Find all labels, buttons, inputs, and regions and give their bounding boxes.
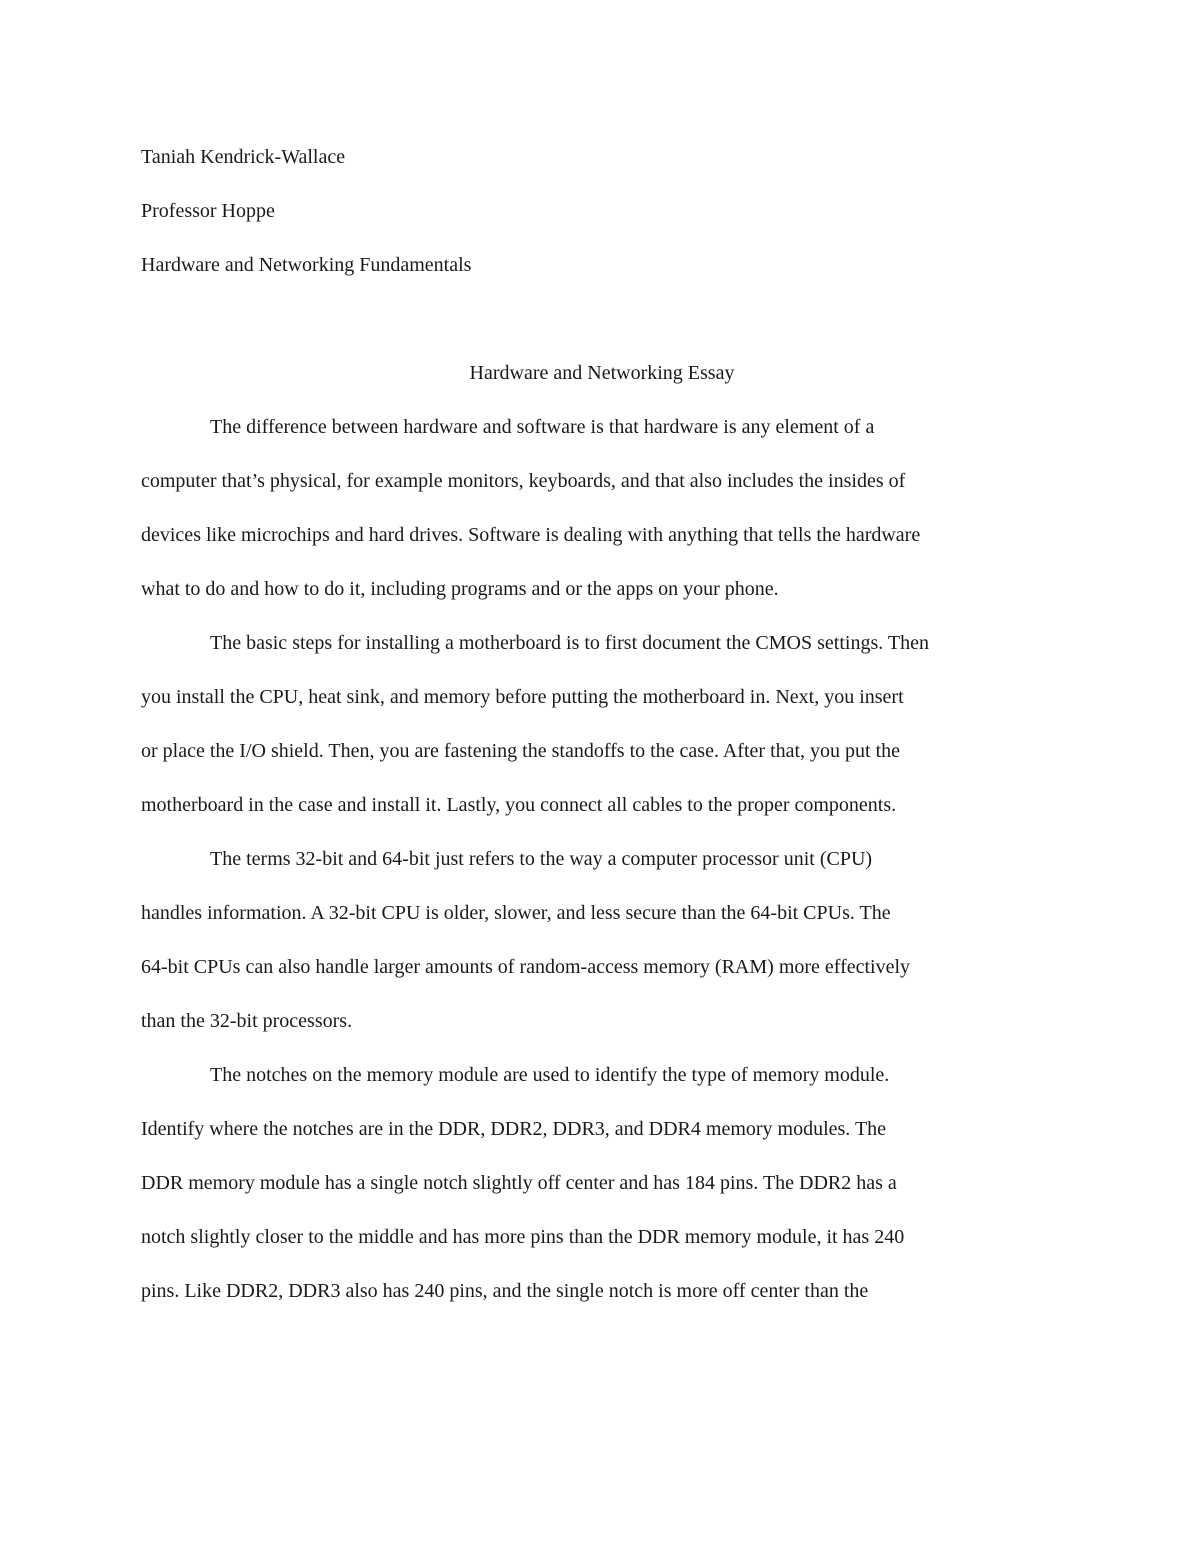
paragraph-line: 64-bit CPUs can also handle larger amounts of random-access memory (RAM) more effectively bbox=[141, 956, 911, 978]
paragraph-line: The terms 32-bit and 64-bit just refers to the way a computer processor unit (CPU) bbox=[210, 848, 873, 870]
paragraph-1 bbox=[141, 400, 1063, 616]
paragraph-line: you install the CPU, heat sink, and memory before putting the motherboard in. Next, you insert bbox=[141, 686, 904, 708]
paragraph-line: DDR memory module has a single notch slightly off center and has 184 pins. The DDR2 has a bbox=[141, 1172, 897, 1194]
essay-title: Hardware and Networking Essay bbox=[469, 362, 735, 384]
paragraph-3 bbox=[141, 832, 1063, 1048]
paragraph-line: or place the I/O shield. Then, you are fastening the standoffs to the case. After that, you put the bbox=[141, 740, 901, 762]
student-name: Taniah Kendrick-Wallace bbox=[141, 146, 346, 168]
paragraph-2 bbox=[141, 616, 1063, 832]
paragraph-4 bbox=[141, 1048, 1063, 1318]
professor-name: Professor Hoppe bbox=[141, 200, 275, 222]
paragraph-line: The difference between hardware and software is that hardware is any element of a bbox=[210, 416, 875, 438]
paragraph-line: what to do and how to do it, including programs and or the apps on your phone. bbox=[141, 578, 779, 600]
document-page bbox=[141, 130, 1063, 1318]
paragraph-line: motherboard in the case and install it. Lastly, you connect all cables to the proper components. bbox=[141, 794, 897, 816]
paragraph-line: Identify where the notches are in the DDR, DDR2, DDR3, and DDR4 memory modules. The bbox=[141, 1118, 887, 1140]
paragraph-line: The notches on the memory module are used to identify the type of memory module. bbox=[210, 1064, 890, 1086]
paragraph-line: handles information. A 32-bit CPU is older, slower, and less secure than the 64-bit CPUs. The bbox=[141, 902, 891, 924]
course-name: Hardware and Networking Fundamentals bbox=[141, 254, 472, 276]
paragraph-line: than the 32-bit processors. bbox=[141, 1010, 353, 1032]
paragraph-line: notch slightly closer to the middle and has more pins than the DDR memory module, it has 240 bbox=[141, 1226, 905, 1248]
paragraph-line: devices like microchips and hard drives. Software is dealing with anything that tells the hardware bbox=[141, 524, 921, 546]
paragraph-line: pins. Like DDR2, DDR3 also has 240 pins, and the single notch is more off center than the bbox=[141, 1280, 869, 1302]
paragraph-line: The basic steps for installing a motherboard is to first document the CMOS settings. Then bbox=[210, 632, 929, 654]
paragraph-line: computer that’s physical, for example monitors, keyboards, and that also includes the insides of bbox=[141, 470, 906, 492]
